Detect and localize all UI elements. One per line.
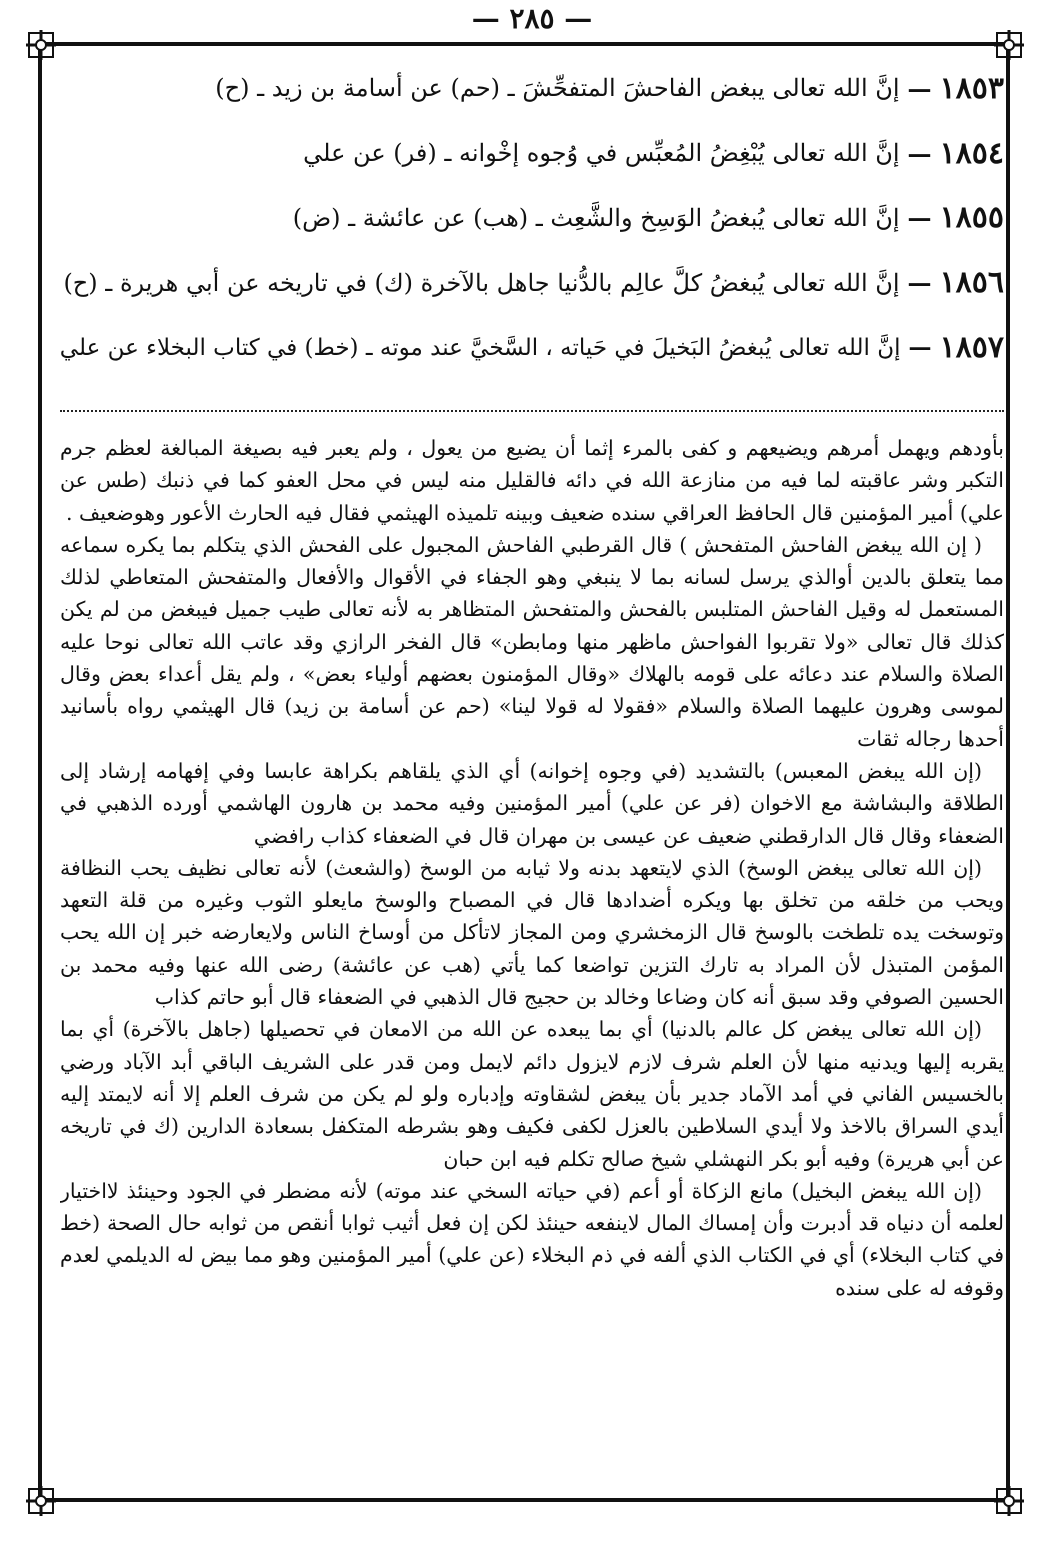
hadith-text: إنَّ الله تعالى يُبغضُ الوَسِخ والشَّعِث ـ (هب) عن عائشة ـ (ض) (292, 203, 900, 232)
corner-ornament-icon (26, 1486, 56, 1516)
commentary-paragraph: (إن الله تعالى يبغض الوسخ) الذي لايتعهد بدنه ولا ثيابه من الوسخ (والشعث) لأنه تعالى نظيف يحب النظافة ويحب من خلقه من تخلق بها ويكره أضدادها قال في المصباح والوسخ مايعلو الثوب وغيره من قلة التعهد وتوسخت يده تلطخت بالوسخ قال الزمخشري ومن المجاز لاتأكل من أوساخ الناس ولايعارضه خبر إن الله يحب المؤمن المتبذل لأن المراد به تارك التزين تواضعا كما يأتي (هب عن عائشة) رضى الله عنها وفيه محمد بن الحسين الصوفي وقد سبق أنه كان وضاعا وخالد بن حجيج قال الذهبي في الضعفاء قال أبو حاتم كذاب (60, 855, 1004, 1010)
commentary-paragraph: (إن الله تعالى يبغض كل عالم بالدنيا) أي بما يبعده عن الله من الامعان في تحصيلها (جاهل بالآخرة) أي بما يقربه إليها ويدنيه منها لأن العلم شرف لازم لايزول دائم لايمل ومن قدر على الشريف الباقي أبد الآباد ورضي بالخسيس الفاني في أمد الآماد جدير بأن يبغض لشقاوته وإدباره ولو لم يكن من شرف العلم إلا أنه لايمتد إليه أيدي السراق بالاخذ ولا أيدي السلاطين بالعزل لكفى فكيف وهو بشرطه المتكفل بسعادة الدارين (ك في تاريخه عن أبي هريرة) وفيه أبو بكر النهشلي شيخ صالح تكلم فيه ابن حبان (60, 1017, 1004, 1171)
hadith-dash: — (908, 334, 932, 362)
hadith-number: ١٨٥٧ (939, 330, 1004, 366)
commentary-paragraph: (إن الله يبغض البخيل) مانع الزكاة أو أعم (في حياته السخي عند موته) لأنه مضطر في الجود وحينئذ لااختيار لعلمه أن دنياه قد أدبرت وأن إمساك المال لاينفعه حينئذ لكن إن فعل أثيب ثوابا أنقص من ثوابه حال الصحة (خط في كتاب البخلاء) أي في الكتاب الذي ألفه في ذم البخلاء (عن علي) أمير المؤمنين وهو مما بيض له الديلمي لعدم وقوفه له على سنده (60, 1178, 1004, 1300)
hadith-dash: — (907, 73, 932, 103)
hadith-text: إنَّ الله تعالى يُبغضُ كلَّ عالِم بالدُّنيا جاهل بالآخرة (ك) في تاريخه عن أبي هريرة ـ (ح) (63, 268, 900, 297)
corner-ornament-icon (994, 1486, 1024, 1516)
hadith-entry (60, 250, 1004, 315)
commentary-paragraph: بأودهم ويهمل أمرهم ويضيعهم و كفى بالمرء إثما أن يضيع من يعول ، ولم يعبر فيه بصيغة المبالغة لعظم جرم التكبر وشر عاقبته لما فيه من منازعة الله في دائه فالقليل منه ليس في محل العفو كما في ذنبك (طس عن علي) أمير المؤمنين قال الحافظ العراقي سنده ضعيف وبينه تلميذه الهيثمي فقال فيه الحارث الأعور وهوضعيف . (60, 436, 1004, 525)
hadith-number: ١٨٥٦ (939, 265, 1004, 301)
hadith-text: إنَّ الله تعالى يُبْغِضُ المُعبِّس في وُجوه إخْوانه ـ (فر) عن علي (303, 139, 900, 168)
commentary-section (60, 432, 1004, 1464)
hadith-entry (60, 121, 1004, 186)
hadith-dash: — (907, 268, 932, 298)
hadith-number: ١٨٥٣ (939, 70, 1004, 106)
page-number: — ٢٨٥ — (471, 2, 593, 35)
hadith-entry (60, 315, 1004, 380)
commentary-paragraph: (إن الله يبغض المعبس) بالتشديد (في وجوه إخوانه) أي الذي يلقاهم بكراهة عابسا وفي إفهامه إرشاد إلى الطلاقة والبشاشة مع الاخوان (فر عن علي) أمير المؤمنين وفيه محمد بن هارون الهاشمي أورده الذهبي في الضعفاء وقال قال الدارقطني ضعيف عن عيسى بن مهران قال في الضعفاء كذاب رافضي (60, 758, 1004, 848)
dotted-divider (60, 410, 1004, 412)
hadith-text: إنَّ الله تعالى يُبغضُ البَخيلَ في حَياته ، السَّخيَّ عند موته ـ (خط) في كتاب البخلاء عن علي (60, 334, 901, 361)
hadith-entry (60, 186, 1004, 251)
hadith-number: ١٨٥٥ (939, 200, 1004, 236)
corner-ornament-icon (26, 30, 56, 60)
hadith-number: ١٨٥٤ (939, 135, 1004, 171)
commentary-paragraph: ( إن الله يبغض الفاحش المتفحش ) قال القرطبي الفاحش المجبول على الفحش الذي يتكلم بما يكره سماعه مما يتعلق بالدين أوالذي يرسل لسانه بما لا ينبغي وهو الجفاء في الأقوال والأفعال والمتفحش المتعاطي لذلك المستعمل له وقيل الفاحش المتلبس بالفحش والمتفحش المتظاهر به لأنه تعالى طيب جميل فيبغض من لم يكن كذلك قال تعالى «ولا تقربوا الفواحش ماظهر منها ومابطن» قال الفخر الرازي وقد عاتب الله تعالى نوحا عليه الصلاة والسلام عند دعائه على قومه بالهلاك «وقال المؤمنون بعضهم أولياء بعض» ، ولم يقل أعداء بعض وقال لموسى وهرون عليهما الصلاة والسلام «فقولا له قولا لينا» (حم عن أسامة بن زيد) قال الهيثمي رواه بأسانيد أحدها رجاله ثقات (60, 532, 1004, 751)
hadith-list (60, 56, 1004, 380)
hadith-dash: — (907, 203, 932, 233)
hadith-dash: — (907, 138, 932, 168)
hadith-entry (60, 56, 1004, 121)
hadith-text: إنَّ الله تعالى يبغض الفاحشَ المتفحِّشَ ـ (حم) عن أسامة بن زيد ـ (ح) (215, 74, 900, 103)
